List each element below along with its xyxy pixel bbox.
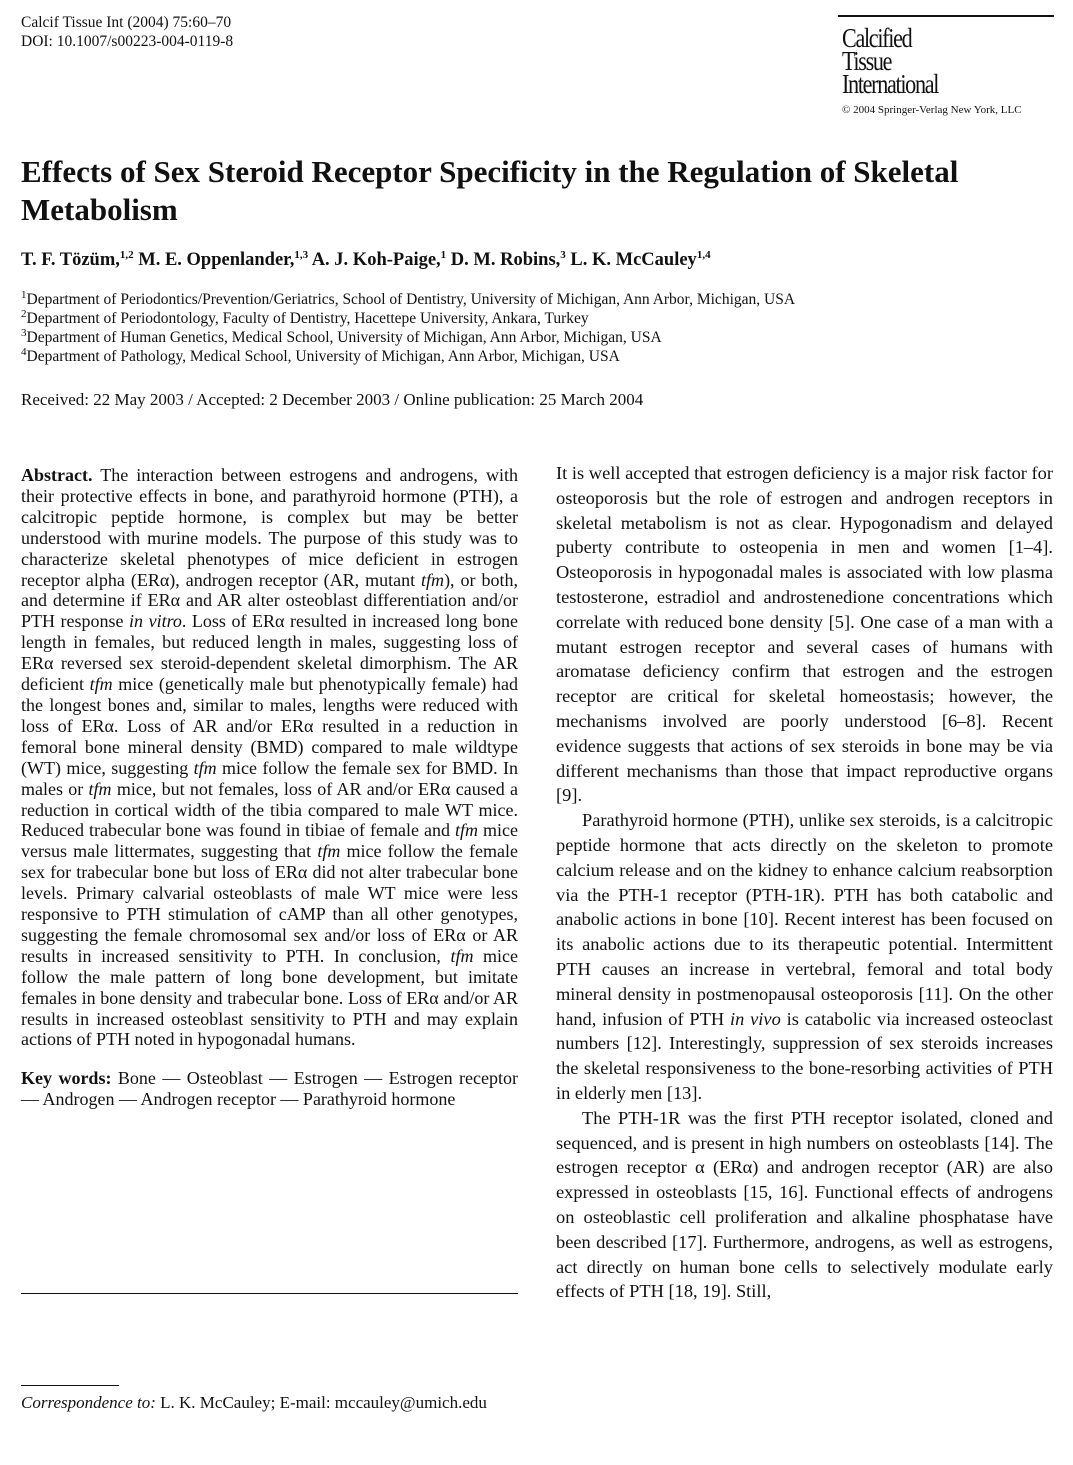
italic-run: tfm [454,820,478,841]
correspondence [21,1393,518,1413]
author: A. J. Koh-Paige, [311,250,441,270]
body-paragraph [556,461,1053,808]
logo-rule [838,15,1054,17]
italic-run: tfm [317,841,341,862]
italic-run: tfm [89,674,113,695]
journal-logo [838,15,1054,116]
abstract [21,465,518,1050]
body-paragraph [556,1106,1053,1304]
logo-wordmark: Calcified Tissue International [842,23,939,99]
text-run: Parathyroid hormone (PTH), unlike sex steroids, is a calcitropic peptide hormone that acts directly on the skeleton to promote calcium release and on the kidney to enhance calcium reabsorption via the PTH-1 receptor (PTH-1R). PTH has both catabolic and anabolic actions in bone [10]. Recent interest has been focused on its anabolic actions due to its therapeutic potential. Intermittent PTH causes an increase in vertebral, femoral and total body mineral density in postmenopausal osteoporosis [11]. On the other hand, infusion of PTH [556,810,1053,1029]
text-run: mice follow the female sex for BMD. In males or [21,757,518,799]
affiliation: $^4$Department of Pathology, Medical School, University of Michigan, Ann Arbor, Michigan, USA [21,345,620,365]
italic-run: tfm [88,778,112,799]
abstract-label: Abstract. [21,465,93,485]
journal-citation: Calcif Tissue Int (2004) 75:60–70 [21,14,232,31]
author: D. M. Robins, [450,250,561,270]
author-list: T. F. Tözüm,$^{1,2}$ M. E. Oppenlander,$^{1,3}$ A. J. Koh-Paige,$^1$ D. M. Robins,$^3$ L. K. McCauley$^{1,4}$ [21,248,711,270]
text-run: mice (genetically male but phenotypically female) had the longest bones and, similar to males, lengths were reduced with loss of ERα. Loss of AR and/or ERα resulted in a reduction in femoral bone mineral density (BMD) compared to male wildtype (WT) mice, suggesting [21,674,519,778]
italic-run: tfm [450,945,474,966]
text-run: mice versus male littermates, suggesting that [21,820,518,862]
affiliation: $^1$Department of Periodontics/Prevention/Geriatrics, School of Dentistry, University of Michigan, Ann Arbor, Michigan, USA [21,288,796,308]
doi: DOI: 10.1007/s00223-004-0119-8 [21,33,234,50]
abstract-column [21,465,518,1110]
text-run: The interaction between estrogens and androgens, with their protective effects in bone, and parathyroid hormone (PTH), a calcitropic peptide hormone, is complex but may be better understood with murine models. The purpose of this study was to characterize skeletal phenotypes of mice deficient in estrogen receptor alpha (ERα), androgen receptor (AR, mutant [21,465,518,590]
footnote-rule [21,1385,119,1386]
journal-header [21,13,233,51]
text-run: . Loss of ERα resulted in increased long bone length in females, but reduced length in males, suggesting loss of ERα reversed sex steroid-dependent skeletal dimorphism. The AR deficient [21,611,518,695]
keywords [21,1068,518,1110]
keywords-label: Key words: [21,1068,112,1089]
author: L. K. McCauley [570,250,697,270]
author: M. E. Oppenlander, [138,250,295,270]
paper-title: Effects of Sex Steroid Receptor Specificity in the Regulation of Skeletal Metabolism [21,154,959,227]
italic-run: in vitro [129,611,182,632]
text-run: mice, but not females, loss of AR and/or ERα caused a reduction in cortical width of the tibia compared to male WT mice. Reduced trabecular bone was found in tibiae of female and [21,778,518,841]
logo-copyright: © 2004 Springer-Verlag New York, LLC [842,104,1022,116]
text-run: is catabolic via increased osteoclast numbers [12]. Interestingly, suppression of sex steroids increases the skeletal responsiveness to the bone-resorbing activities of PTH in elderly men [13]. [556,1008,1053,1103]
text-run: ), or both, and determine if ERα and AR alter osteoblast differentiation and/or PTH response [21,569,518,632]
correspondence-label: Correspondence to: [21,1393,156,1412]
abstract-divider [21,1293,518,1294]
body-paragraph [556,808,1053,1106]
text-run: The PTH-1R was the first PTH receptor isolated, cloned and sequenced, and is present in high numbers on osteoblasts [14]. The estrogen receptor α (ERα) and androgen receptor (AR) are also expressed in osteoblasts [15, 16]. Functional effects of androgens on osteoblastic cell proliferation and alkaline phosphatase have been described [17]. Furthermore, androgens, as well as estrogens, act directly on human bone cells to selectively modulate early effects of PTH [18, 19]. Still, [556,1107,1053,1302]
text-run: mice follow the male pattern of long bone development, but imitate females in bone density and trabecular bone. Loss of ERα and/or AR results in increased osteoblast sensitivity to PTH and may explain actions of PTH noted in hypogonadal humans. [21,945,518,1050]
italic-run: in vivo [730,1008,781,1029]
text-run: It is well accepted that estrogen deficiency is a major risk factor for osteoporosis but the role of estrogen and androgen receptors in skeletal metabolism is not as clear. Hypogonadism and delayed puberty contribute to osteopenia in men and women [1–4]. Osteoporosis in hypogonadal males is associated with low plasma testosterone, estradiol and androstenedione concentrations which correlate with reduced bone density [5]. One case of a man with a mutant estrogen receptor and several cases of humans with aromatase deficiency confirm that estrogen and the estrogen receptor are critical for skeletal homeostasis; however, the mechanisms involved are poorly understood [6–8]. Recent evidence suggests that actions of sex steroids in bone may be via different mechanisms than those that impact reproductive organs [9]. [556,463,1053,806]
publication-dates: Received: 22 May 2003 / Accepted: 2 December 2003 / Online publication: 25 March 2004 [21,390,644,409]
text-run: mice follow the female sex for trabecular bone but loss of ERα did not alter trabecular bone levels. Primary calvarial osteoblasts of male WT mice were less responsive to PTH stimulation of cAMP than all other genotypes, suggesting the female chromosomal sex and/or loss of ERα or AR results in increased sensitivity to PTH. In conclusion, [21,841,518,966]
italic-run: tfm [193,757,217,778]
affiliation: $^2$Department of Periodontology, Faculty of Dentistry, Hacettepe University, Ankara, Turkey [21,307,589,327]
body-text-column [556,461,1053,1304]
affiliations [21,290,795,366]
italic-run: tfm [421,569,445,590]
author: T. F. Tözüm, [21,250,120,270]
abstract-text [21,465,518,1049]
keywords-text: Bone — Osteoblast — Estrogen — Estrogen receptor — Androgen — Androgen receptor — Parathyroid hormone [21,1068,518,1110]
affiliation: $^3$Department of Human Genetics, Medical School, University of Michigan, Ann Arbor, Michigan, USA [21,326,662,346]
correspondence-text: L. K. McCauley; E-mail: mccauley@umich.edu [155,1393,487,1412]
